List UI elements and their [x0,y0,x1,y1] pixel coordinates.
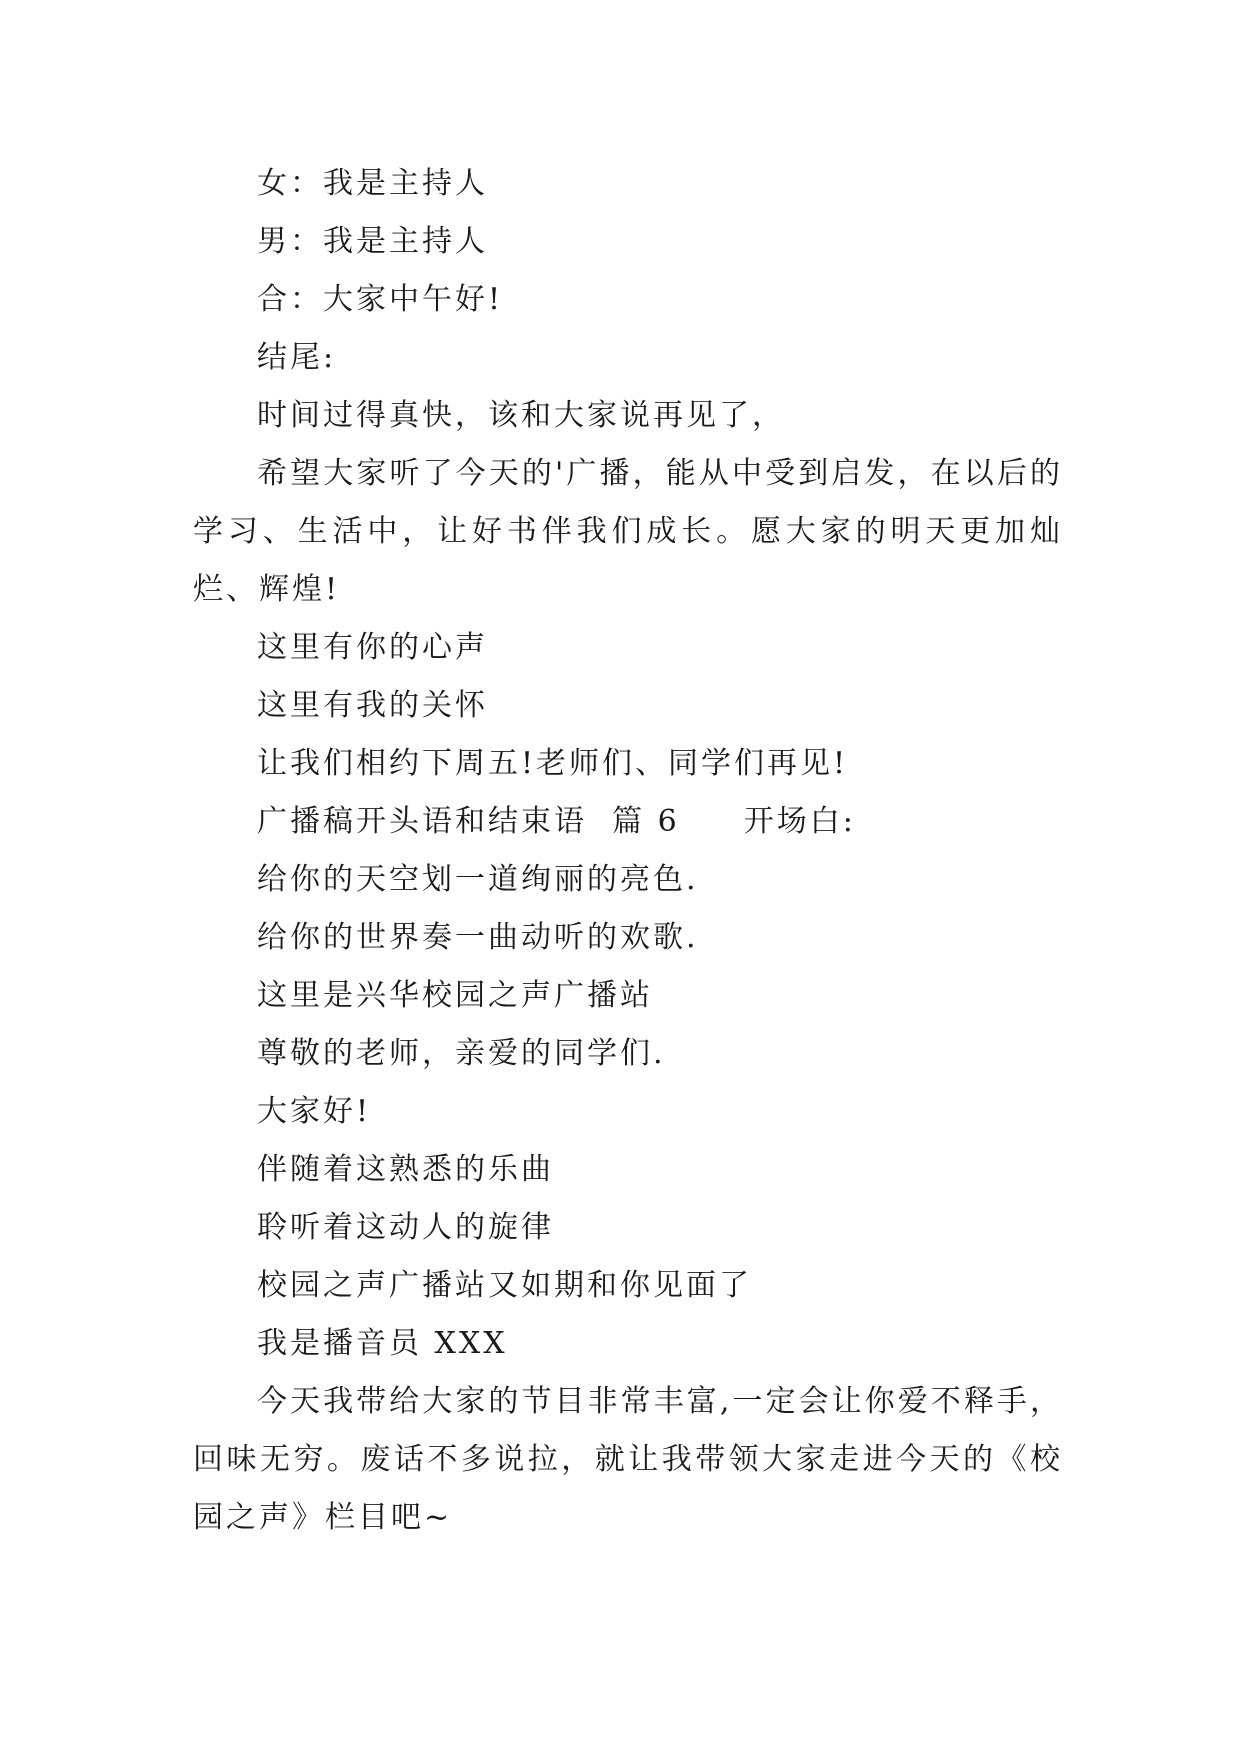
paragraph-greeting-audience: 尊敬的老师，亲爱的同学们. [257,1036,666,1071]
paragraph-see-you-friday: 让我们相约下周五!老师们、同学们再见! [257,746,849,781]
paragraph-music: 伴随着这熟悉的乐曲 [257,1152,554,1187]
paragraph-station: 这里是兴华校园之声广播站 [257,978,653,1013]
paragraph-sky: 给你的天空划一道绚丽的亮色. [257,862,699,897]
paragraph-ending-label: 结尾: [257,340,337,375]
section-subtitle: 开场白: [743,804,856,839]
paragraph-melody: 聆听着这动人的旋律 [257,1210,554,1245]
paragraph-hope: 希望大家听了今天的'广播，能从中受到启发，在以后的学习、生活中，让好书伴我们成长。愿大家的明天更加灿烂、辉煌! [193,456,1063,607]
paragraph-host-female: 女：我是主持人 [257,166,488,201]
paragraph-program-intro: 今天我带给大家的节目非常丰富,一定会让你爱不释手，回味无穷。废话不多说拉，就让我带领大家走进今天的《校园之声》栏目吧~ [193,1384,1063,1535]
paragraph-together: 合：大家中午好! [257,282,504,317]
paragraph-meet-again: 校园之声广播站又如期和你见面了 [257,1268,752,1303]
paragraph-your-voice: 这里有你的心声 [257,630,488,665]
section-heading [193,793,1063,851]
paragraph-host-male: 男：我是主持人 [257,224,488,259]
paragraph-my-care: 这里有我的关怀 [257,688,488,723]
paragraph-hello: 大家好! [257,1094,372,1129]
document-body [193,155,1063,1547]
paragraph-announcer: 我是播音员 XXX [257,1326,508,1361]
section-title: 广播稿开头语和结束语 篇 6 [257,804,680,839]
paragraph-world: 给你的世界奏一曲动听的欢歌. [257,920,699,955]
paragraph-time-flies: 时间过得真快，该和大家说再见了， [257,398,785,433]
